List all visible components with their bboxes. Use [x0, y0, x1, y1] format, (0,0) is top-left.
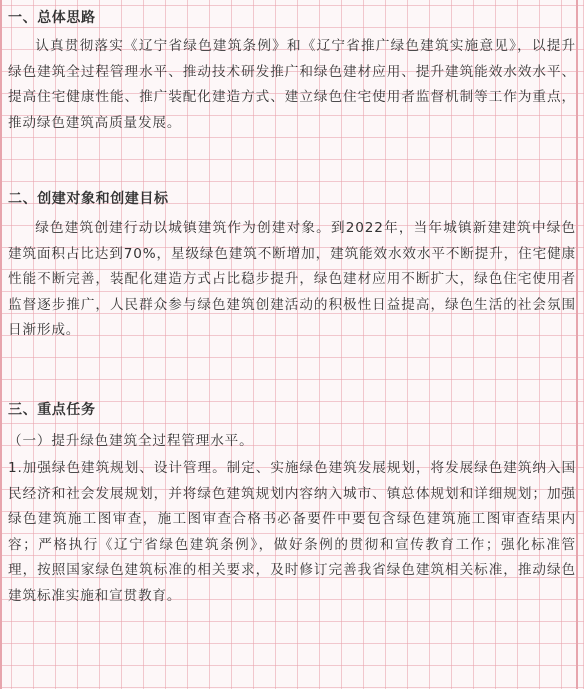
section-targets-body	[8, 216, 576, 344]
section-heading: 二、创建对象和创建目标	[8, 191, 169, 207]
section-overall-approach	[8, 9, 576, 27]
section-key-tasks-body	[8, 456, 576, 609]
section-subheading: （一）提升绿色建筑全过程管理水平。	[8, 433, 254, 449]
section-overall-approach-body	[8, 34, 576, 136]
section-paragraph: 绿色建筑创建行动以城镇建筑作为创建对象。到2022年，当年城镇新建建筑中绿色建筑面积占比达到70%，星级绿色建筑不断增加，建筑能效水效水平不断提升，住宅健康性能不断完善，装配化建造方式占比稳步提升，绿色建材应用不断扩大，绿色住宅使用者监督逐步推广，人民群众参与绿色建筑创建活动的积极性日益提高，绿色生活的社会氛围日渐形成。	[8, 220, 576, 338]
section-heading: 一、总体思路	[8, 10, 96, 26]
section-key-tasks-sub	[8, 432, 576, 450]
section-targets	[8, 190, 576, 208]
section-paragraph: 1.加强绿色建筑规划、设计管理。制定、实施绿色建筑发展规划，将发展绿色建筑纳入国民经济和社会发展规划，并将绿色建筑规划内容纳入城市、镇总体规划和详细规划；加强绿色建筑施工图审查，施工图审查合格书必备要件中要包含绿色建筑施工图审查结果内容；严格执行《辽宁省绿色建筑条例》，做好条例的贯彻和宣传教育工作；强化标准管理，按照国家绿色建筑标准的相关要求，及时修订完善我省绿色建筑相关标准，推动绿色建筑标准实施和宣贯教育。	[8, 460, 576, 604]
section-paragraph: 认真贯彻落实《辽宁省绿色建筑条例》和《辽宁省推广绿色建筑实施意见》，以提升绿色建筑全过程管理水平、推动技术研发推广和绿色建材应用、提升建筑能效水效水平、提高住宅健康性能、推广装配化建造方式、建立绿色住宅使用者监督机制等工作为重点，推动绿色建筑高质量发展。	[8, 38, 576, 131]
page-border-right	[576, 0, 578, 689]
page-border-left	[0, 0, 2, 689]
section-key-tasks	[8, 401, 576, 419]
section-heading: 三、重点任务	[8, 402, 96, 418]
